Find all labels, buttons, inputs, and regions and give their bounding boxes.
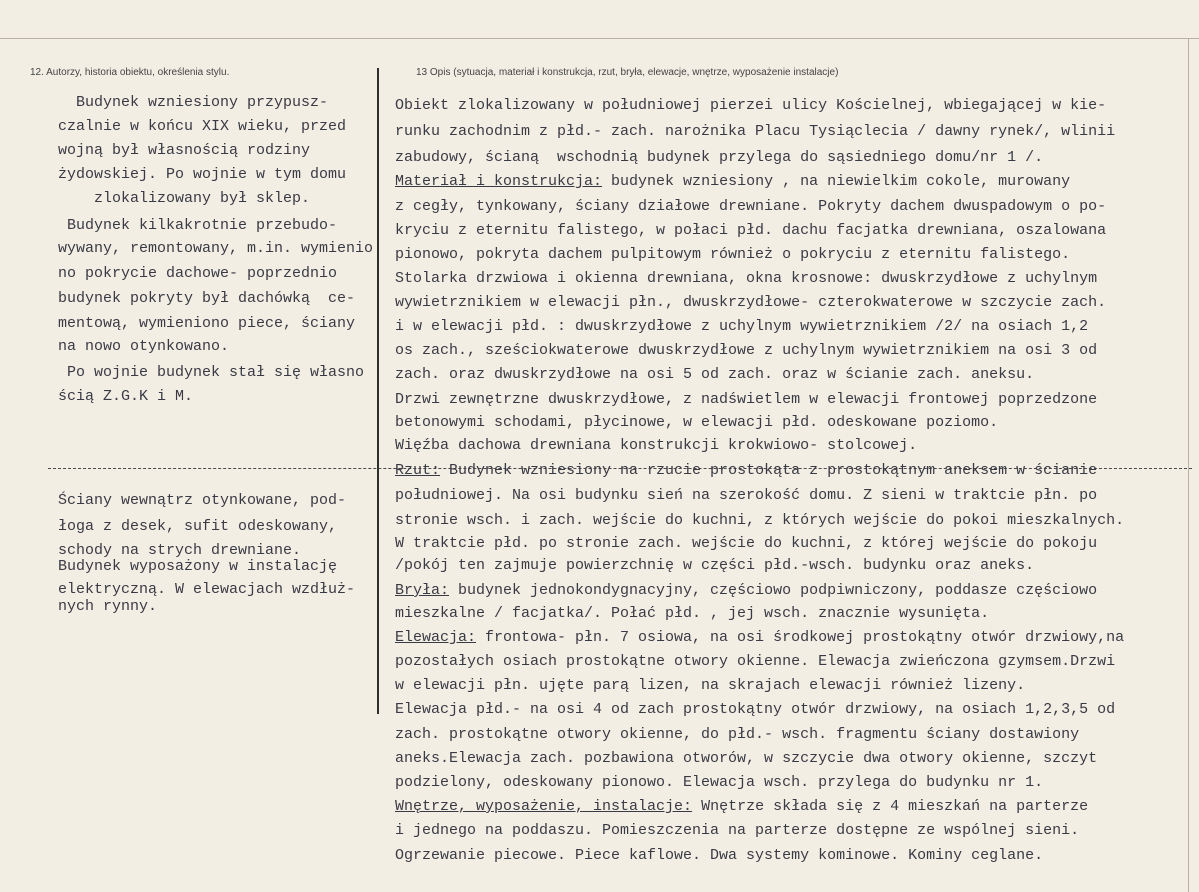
text-line: podzielony, odeskowany pionowo. Elewacja wsch. przylega do budynku nr 1.	[395, 774, 1044, 791]
section-heading: Materiał i konstrukcja:	[395, 173, 603, 190]
top-rule	[0, 38, 1199, 39]
text-line: kryciu z eternitu falistego, w połaci płd. dachu facjatka drewniana, oszalowana	[395, 222, 1107, 239]
text-line: budynek pokryty był dachówką ce-	[40, 290, 356, 307]
text-line: Drzwi zewnętrzne dwuskrzydłowe, z nadświetlem w elewacji frontowej poprzedzone	[395, 391, 1098, 408]
text-line: elektryczną. W elewacjach wzdłuż-	[40, 581, 356, 598]
text-line: Bryła: budynek jednokondygnacyjny, częściowo podpiwniczony, poddasze częściowo	[395, 582, 1098, 599]
text-line: Ściany wewnątrz otynkowane, pod-	[40, 492, 347, 509]
text-line: W traktcie płd. po stronie zach. wejście do kuchni, z której wejście do pokoju	[395, 535, 1098, 552]
text-line: Ogrzewanie piecowe. Piece kaflowe. Dwa systemy kominowe. Kominy ceglane.	[395, 847, 1044, 864]
text-line: Elewacja: frontowa- płn. 7 osiowa, na osi środkowej prostokątny otwór drzwiowy,na	[395, 629, 1125, 646]
text-line: południowej. Na osi budynku sień na szerokość domu. Z sieni w traktcie płn. po	[395, 487, 1098, 504]
section-heading: Bryła:	[395, 582, 450, 599]
section-heading: Rzut:	[395, 462, 441, 479]
text-line: w elewacji płn. ujęte parą lizen, na skrajach elewacji również lizeny.	[395, 677, 1026, 694]
text-line: i w elewacji płd. : dwuskrzydłowe z uchylnym wywietrznikiem /2/ na osiach 1,2	[395, 318, 1089, 335]
text-line: Materiał i konstrukcja: budynek wzniesiony , na niewielkim cokole, murowany	[395, 173, 1071, 190]
text-line: Po wojnie budynek stał się własno	[40, 364, 365, 381]
text-line: ścią Z.G.K i M.	[40, 388, 194, 405]
text-line: Budynek wzniesiony przypusz-	[40, 94, 329, 111]
text-line: runku zachodnim z płd.- zach. narożnika Placu Tysiąclecia / dawny rynek/, wlinii	[395, 123, 1116, 140]
text-line: /pokój ten zajmuje powierzchnię w części płd.-wsch. budynku oraz aneks.	[395, 557, 1035, 574]
text-line: i jednego na poddaszu. Pomieszczenia na parterze dostępne ze wspólnej sieni.	[395, 822, 1080, 839]
text-line: Budynek kilkakrotnie przebudo-	[40, 217, 338, 234]
text-line: aneks.Elewacja zach. pozbawiona otworów, w szczycie dwa otwory okienne, szczyt	[395, 750, 1098, 767]
text-line: no pokrycie dachowe- poprzednio	[40, 265, 338, 282]
text-line: nych rynny.	[40, 598, 158, 615]
text-line: na nowo otynkowano.	[40, 338, 230, 355]
text-line: wojną był własnością rodziny	[40, 142, 311, 159]
section-heading: Elewacja:	[395, 629, 477, 646]
text-line: wywany, remontowany, m.in. wymienio	[40, 240, 374, 257]
text-line: Budynek wyposażony w instalację	[40, 558, 338, 575]
text-line: Stolarka drzwiowa i okienna drewniana, okna krosnowe: dwuskrzydłowe z uchylnym	[395, 270, 1098, 287]
text-line: żydowskiej. Po wojnie w tym domu	[40, 166, 347, 183]
text-line: z cegły, tynkowany, ściany działowe drewniane. Pokryty dachem dwuspadowym o po-	[395, 198, 1107, 215]
text-line: łoga z desek, sufit odeskowany,	[40, 518, 338, 535]
text-line: zach. oraz dwuskrzydłowe na osi 5 od zach. oraz w ścianie zach. aneksu.	[395, 366, 1035, 383]
text-line: zabudowy, ścianą wschodnią budynek przylega do sąsiedniego domu/nr 1 /.	[395, 149, 1044, 166]
right-rule	[1188, 38, 1189, 892]
text-line: czalnie w końcu XIX wieku, przed	[40, 118, 347, 135]
text-line: pozostałych osiach prostokątne otwory okienne. Elewacja zwieńczona gzymsem.Drzwi	[395, 653, 1116, 670]
text-line: schody na strych drewniane.	[40, 542, 302, 559]
text-line: Wnętrze, wyposażenie, instalacje: Wnętrze składa się z 4 mieszkań na parterze	[395, 798, 1089, 815]
text-line: wywietrznikiem w elewacji płn., dwuskrzydłowe- czterokwaterowe w szczycie zach.	[395, 294, 1107, 311]
header-right: 13 Opis (sytuacja, materiał i konstrukcja, rzut, bryła, elewacje, wnętrze, wyposażenie instalacje)	[416, 67, 839, 78]
text-line: pionowo, pokryta dachem pulpitowym również o pokryciu z eternitu falistego.	[395, 246, 1071, 263]
header-left: 12. Autorzy, historia obiektu, określenia stylu.	[30, 67, 230, 78]
column-divider	[377, 68, 379, 714]
text-line: zlokalizowany był sklep.	[40, 190, 311, 207]
text-line: Rzut: Budynek wzniesiony na rzucie prostokąta z prostokątnym aneksem w ścianie	[395, 462, 1098, 479]
text-line: stronie wsch. i zach. wejście do kuchni, z których wejście do pokoi mieszkalnych.	[395, 512, 1125, 529]
text-line: zach. prostokątne otwory okienne, do płd.- wsch. fragmentu ściany dostawiony	[395, 726, 1080, 743]
text-line: mentową, wymieniono piece, ściany	[40, 315, 356, 332]
text-line: Obiekt zlokalizowany w południowej pierzei ulicy Kościelnej, wbiegającej w kie-	[395, 97, 1107, 114]
text-line: os zach., sześciokwaterowe dwuskrzydłowe z uchylnym wywietrznikiem na osi 3 od	[395, 342, 1098, 359]
text-line: Elewacja płd.- na osi 4 od zach prostokątny otwór drzwiowy, na osiach 1,2,3,5 od	[395, 701, 1116, 718]
text-line: Więźba dachowa drewniana konstrukcji krokwiowo- stolcowej.	[395, 437, 918, 454]
text-line: betonowymi schodami, płycinowe, w elewacji płd. odeskowane poziomo.	[395, 414, 999, 431]
text-line: mieszkalne / facjatka/. Połać płd. , jej wsch. znacznie wysunięta.	[395, 605, 990, 622]
section-heading: Wnętrze, wyposażenie, instalacje:	[395, 798, 693, 815]
